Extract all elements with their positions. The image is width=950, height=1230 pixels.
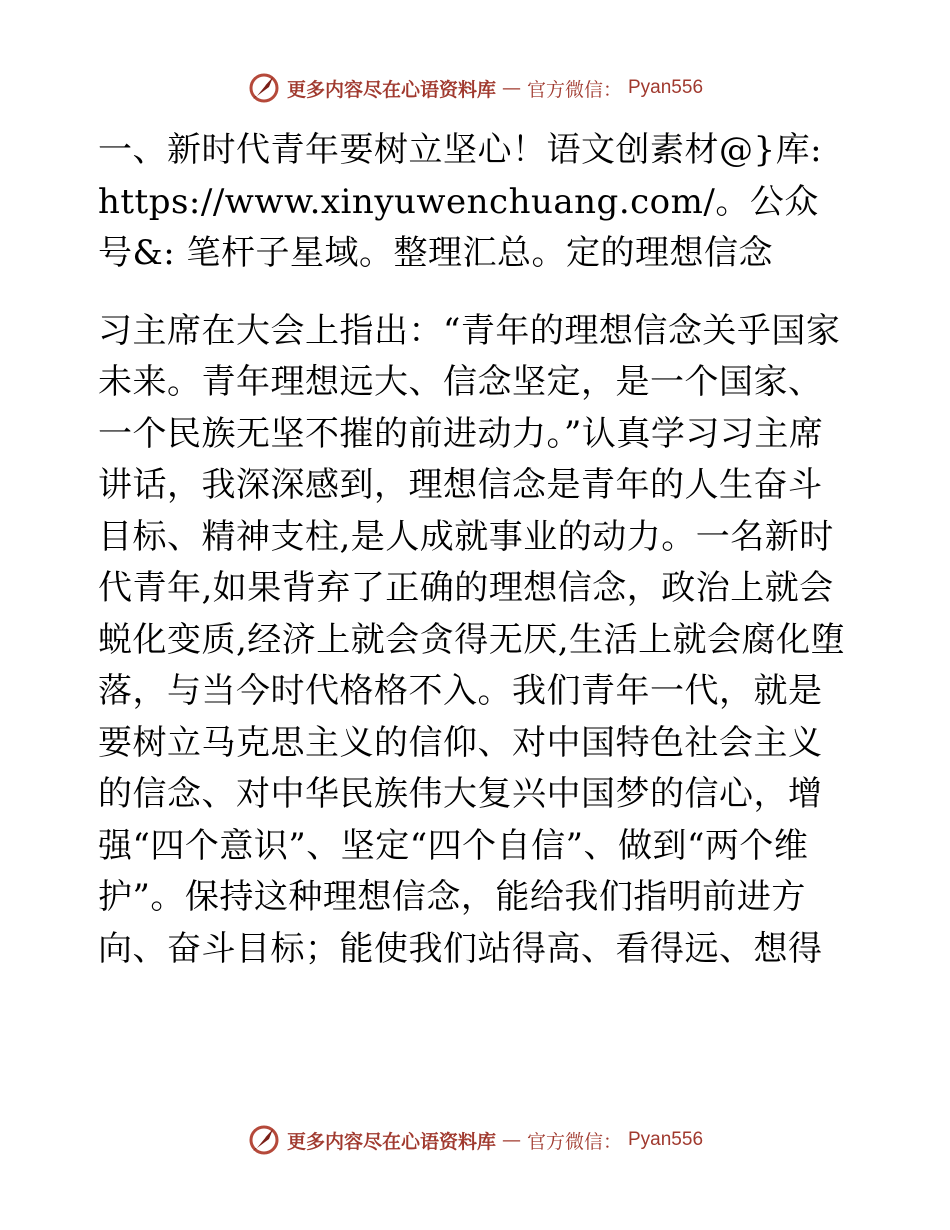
header-banner-main-text: 更多内容尽在心语资料库 [286, 78, 496, 101]
document-content [98, 125, 850, 975]
header-banner-wechat-label: 官方微信： [526, 78, 622, 101]
footer-banner-wechat-handle: Pyan556 [628, 1129, 704, 1150]
header-banner-dash: — [501, 77, 521, 99]
body-paragraph: 习主席在大会上指出：“青年的理想信念关乎国家未来。青年理想远大、信念坚定，是一个国家、一个民族无坚不摧的前进动力。”认真学习习主席讲话，我深深感到，理想信念是青年的人生奋斗目标、精神支柱,是人成就事业的动力。一名新时代青年,如果背弃了正确的理想信念，政治上就会蜕化变质,经济上就会贪得无厌,生活上就会腐化堕落，与当今时代格格不入。我们青年一代，就是要树立马克思主义的信仰、对中国特色社会主义的信念、对中华民族伟大复兴中国梦的信心，增强“四个意识”、坚定“四个自信”、做到“两个维护”。保持这种理想信念，能给我们指明前进方向、奋斗目标；能使我们站得高、看得远、想得 [98, 310, 846, 969]
footer-banner-main-text: 更多内容尽在心语资料库 [286, 1130, 496, 1153]
footer-banner-wechat-label: 官方微信： [526, 1130, 622, 1153]
header-watermark-banner [0, 70, 950, 106]
header-banner-wechat-handle: Pyan556 [628, 77, 704, 98]
footer-banner-dash: — [501, 1129, 521, 1151]
section-heading: 一、新时代青年要树立坚心！语文创素材@}库: https://www.xinyuwenchuang.com/。公众号&: 笔杆子星域。整理汇总。定的理想信念 [98, 130, 823, 273]
quill-logo-icon [247, 71, 281, 105]
footer-watermark-banner [0, 1122, 950, 1158]
quill-logo-icon [247, 1123, 281, 1157]
